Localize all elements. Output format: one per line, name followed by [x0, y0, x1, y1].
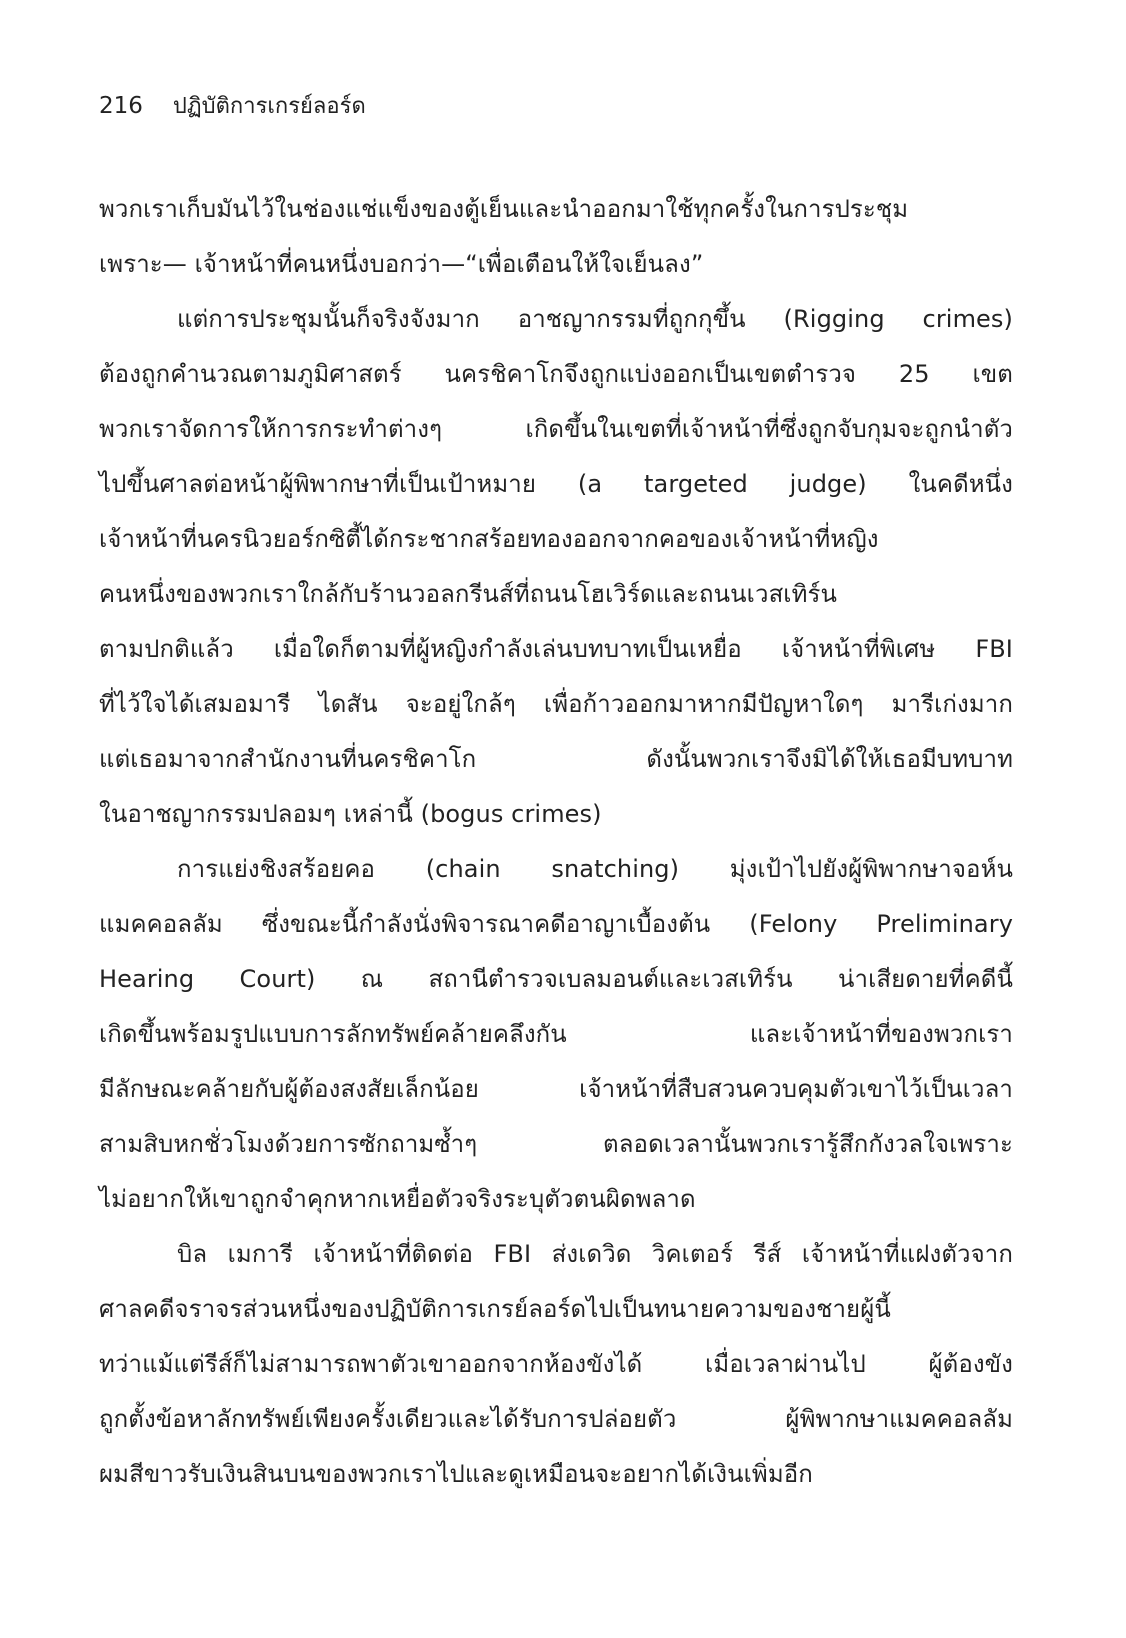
running-header: [99, 88, 366, 124]
text-line: Hearing Court) ณ สถานีตำรวจเบลมอนต์และเวสเทิร์น น่าเสียดายที่คดีนี้: [99, 965, 1013, 993]
text-line: ทว่าแม้แต่รีส์ก็ไม่สามารถพาตัวเขาออกจากห้องขังได้ เมื่อเวลาผ่านไป ผู้ต้องขัง: [99, 1350, 1013, 1378]
text-line: ไม่อยากให้เขาถูกจำคุกหากเหยื่อตัวจริงระบุตัวตนผิดพลาด: [99, 1185, 696, 1213]
text-line: ผมสีขาวรับเงินสินบนของพวกเราไปและดูเหมือนจะอยากได้เงินเพิ่มอีก: [99, 1460, 813, 1488]
text-line: เกิดขึ้นพร้อมรูปแบบการลักทรัพย์คล้ายคลึงกัน และเจ้าหน้าที่ของพวกเรา: [99, 1020, 1013, 1048]
book-title: ปฏิบัติการเกรย์ลอร์ด: [172, 94, 366, 119]
text-line: แมคคอลลัม ซึ่งขณะนี้กำลังนั่งพิจารณาคดีอาญาเบื้องต้น (Felony Preliminary: [99, 910, 1013, 938]
text-line: ไปขึ้นศาลต่อหน้าผู้พิพากษาที่เป็นเป้าหมาย (a targeted judge) ในคดีหนึ่ง: [99, 470, 1013, 498]
text-line: ศาลคดีจราจรส่วนหนึ่งของปฏิบัติการเกรย์ลอร์ดไปเป็นทนายความของชายผู้นี้: [99, 1295, 891, 1323]
text-line: สามสิบหกชั่วโมงด้วยการซักถามซ้ำๆ ตลอดเวลานั้นพวกเรารู้สึกกังวลใจเพราะ: [99, 1130, 1013, 1158]
text-line: เพราะ— เจ้าหน้าที่คนหนึ่งบอกว่า—“เพื่อเตือนให้ใจเย็นลง”: [99, 250, 704, 278]
text-line: พวกเราเก็บมันไว้ในช่องแช่แข็งของตู้เย็นและนำออกมาใช้ทุกครั้งในการประชุม: [99, 195, 909, 223]
text-line: คนหนึ่งของพวกเราใกล้กับร้านวอลกรีนส์ที่ถนนโฮเวิร์ดและถนนเวสเทิร์น: [99, 580, 838, 608]
text-line: การแย่งชิงสร้อยคอ (chain snatching) มุ่งเป้าไปยังผู้พิพากษาจอห์น: [177, 855, 1013, 883]
text-line: พวกเราจัดการให้การกระทำต่างๆ เกิดขึ้นในเขตที่เจ้าหน้าที่ซึ่งถูกจับกุมจะถูกนำตัว: [99, 415, 1013, 443]
text-line: ต้องถูกคำนวณตามภูมิศาสตร์ นครชิคาโกจึงถูกแบ่งออกเป็นเขตตำรวจ 25 เขต: [99, 360, 1013, 388]
text-line: แต่เธอมาจากสำนักงานที่นครชิคาโก ดังนั้นพวกเราจึงมิได้ให้เธอมีบทบาท: [99, 745, 1013, 773]
body-text: [99, 182, 1013, 1502]
text-line: มีลักษณะคล้ายกับผู้ต้องสงสัยเล็กน้อย เจ้าหน้าที่สืบสวนควบคุมตัวเขาไว้เป็นเวลา: [99, 1075, 1013, 1103]
text-line: แต่การประชุมนั้นก็จริงจังมาก อาชญากรรมที่ถูกกุขึ้น (Rigging crimes): [177, 305, 1013, 333]
text-line: เจ้าหน้าที่นครนิวยอร์กซิตี้ได้กระชากสร้อยทองออกจากคอของเจ้าหน้าที่หญิง: [99, 525, 879, 553]
page-number: 216: [99, 93, 143, 119]
text-line: ตามปกติแล้ว เมื่อใดก็ตามที่ผู้หญิงกำลังเล่นบทบาทเป็นเหยื่อ เจ้าหน้าที่พิเศษ FBI: [99, 635, 1013, 663]
text-line: ที่ไว้ใจได้เสมอมารี ไดสัน จะอยู่ใกล้ๆ เพื่อก้าวออกมาหากมีปัญหาใดๆ มารีเก่งมาก: [99, 690, 1013, 718]
text-line: ถูกตั้งข้อหาลักทรัพย์เพียงครั้งเดียวและได้รับการปล่อยตัว ผู้พิพากษาแมคคอลลัม: [99, 1405, 1013, 1433]
text-line: บิล เมการี เจ้าหน้าที่ติดต่อ FBI ส่งเดวิด วิคเตอร์ รีส์ เจ้าหน้าที่แฝงตัวจาก: [177, 1240, 1013, 1268]
text-line: ในอาชญากรรมปลอมๆ เหล่านี้ (bogus crimes): [99, 800, 602, 828]
